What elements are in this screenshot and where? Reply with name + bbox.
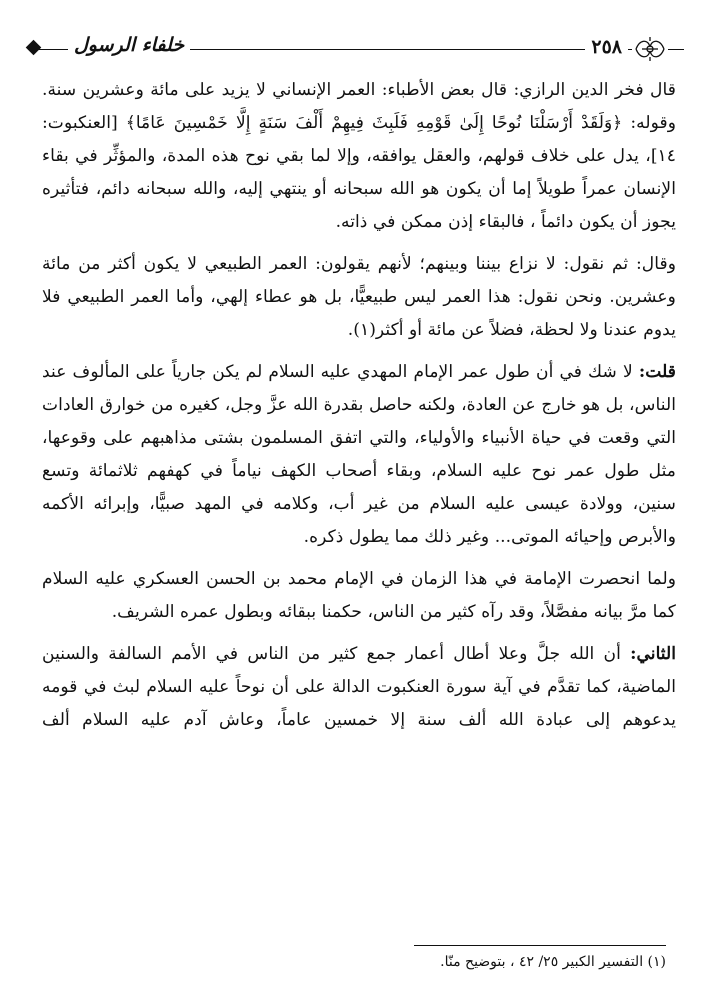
paragraph-1 [42,74,676,239]
footnote: (١) التفسير الكبير ٢٥/ ٤٢ ، بتوضيح منّا. [440,954,666,970]
paragraph-text: وقال: ثم نقول: لا نزاع بيننا وبينهم؛ لأنهم يقولون: العمر الطبيعي لا يكون أكثر من مائة وعشرين. ونحن نقول: هذا العمر ليس طبيعيًّا، بل هو عطاء إلهي، وأما العمر الطبيعي فلا يدوم عندنا ولا لحظة، فضلاً عن مائة أو أكثر(١). [42,254,676,340]
paragraph-3 [42,356,676,554]
paragraph-lead: الثاني: [630,644,676,664]
floral-ornament-icon [632,33,668,65]
paragraph-2 [42,248,676,347]
paragraph-5 [42,638,676,737]
page-header [28,30,684,70]
running-title: خلفاء الرسول [68,34,190,56]
paragraph-text: قال فخر الدين الرازي: قال بعض الأطباء: العمر الإنساني لا يزيد على مائة وعشرين سنة. وقوله: ﴿وَلَقَدْ أَرْسَلْنَا نُوحًا إِلَىٰ قَوْمِهِ فَلَبِثَ فِيهِمْ أَلْفَ سَنَةٍ إِلَّا خَمْسِينَ عَامًا﴾ [العنكبوت: ١٤]، يدل على خلاف قولهم، والعقل يوافقه، وإلا لما بقي نوح هذه المدة، والمؤثِّر في بقاء الإنسان عمراً طويلاً إما أن يكون هو الله سبحانه أو ينتهي إليه، والله سبحانه دائم، فتأثيره يجوز أن يكون دائماً ، فالبقاء إذن ممكن في ذاته. [42,80,676,232]
paragraph-4 [42,563,676,629]
footnote-divider [414,945,666,946]
paragraph-text: ولما انحصرت الإمامة في هذا الزمان في الإمام محمد بن الحسن العسكري عليه السلام كما مرَّ بيانه مفصَّلاً، وقد رآه كثير من الناس، حكمنا ببقائه وبطول عمره الشريف. [42,569,676,622]
paragraph-text: أن الله جلَّ وعلا أطال أعمار جمع كثير من الناس في الأمم السالفة والسنين الماضية، كما تقدَّم في آية سورة العنكبوت الدالة على أن نوحاً عليه السلام لبث في قومه يدعوهم إلى عبادة الله ألف سنة إلا خمسين عاماً، وعاش آدم عليه السلام ألف [42,644,676,730]
page-number: ٢٥٨ [585,36,628,58]
paragraph-lead: قلت: [638,362,676,382]
paragraph-text: لا شك في أن طول عمر الإمام المهدي عليه السلام لم يكن جارياً على المألوف عند الناس، بل هو خارج عن العادة، ولكنه حاصل بقدرة الله عزَّ وجل، كغيره من خوارق العادات التي وقعت في حياة الأنبياء والأولياء، والتي اتفق المسلمون بشتى مذاهبهم على وقوعها، مثل طول عمر نوح عليه السلام، وبقاء أصحاب الكهف نياماً في كهفهم ثلاثمائة وتسع سنين، وولادة عيسى عليه السلام من غير أب، وكلامه في المهد صبيًّا، وإبرائه الأكمه والأبرص وإحيائه الموتى... وغير ذلك مما يطول ذكره. [42,362,676,547]
diamond-ornament-icon [26,40,42,56]
main-text [42,74,676,746]
